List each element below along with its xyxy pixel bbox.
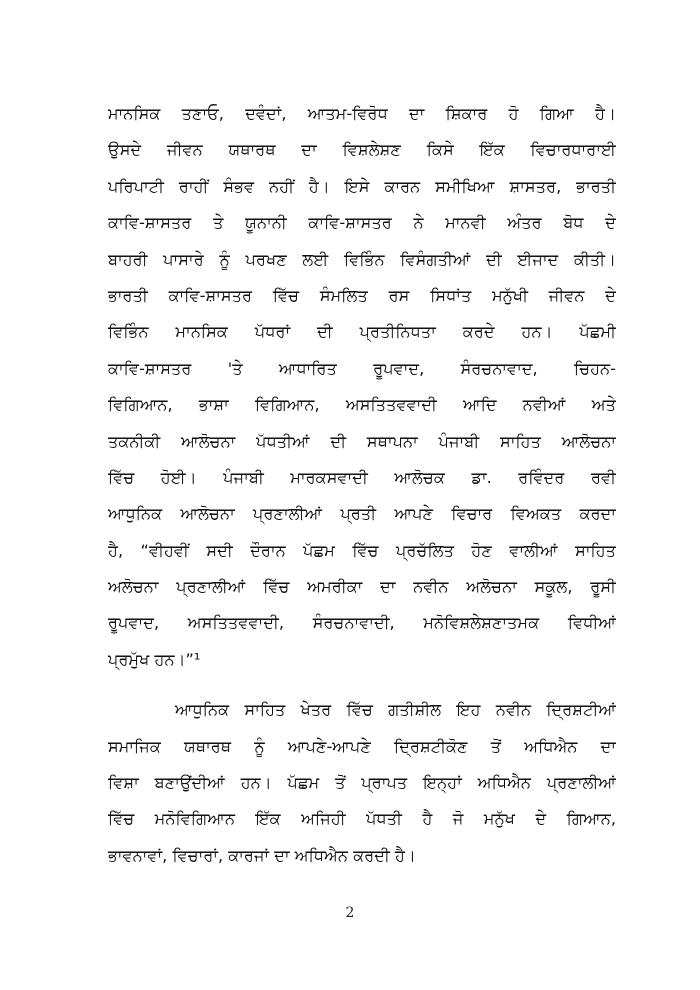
paragraph-line: ਕਾਵਿ-ਸ਼ਾਸਤਰ 'ਤੇ ਆਧਾਰਿਤ ਰੂਪਵਾਦ, ਸੰਰਚਨਾਵਾਦ, ਚਿਹਨ- [108, 358, 616, 378]
paragraph-line: ਆਧੁਨਿਕ ਸਾਹਿਤ ਖੇਤਰ ਵਿੱਚ ਗਤੀਸ਼ੀਲ ਇਹ ਨਵੀਨ ਦ੍ਰਿਸ਼ਟੀਆਂ [175, 700, 616, 720]
paragraph-line: ਕਾਵਿ-ਸ਼ਾਸਤਰ ਤੇ ਯੂਨਾਨੀ ਕਾਵਿ-ਸ਼ਾਸਤਰ ਨੇ ਮਾਨਵੀ ਅੰਤਰ ਬੋਧ ਦੇ [108, 213, 616, 233]
paragraph-line: ਵਿੱਚ ਮਨੋਵਿਗਿਆਨ ਇੱਕ ਅਜਿਹੀ ਪੱਧਤੀ ਹੈ ਜੋ ਮਨੁੱਖ ਦੇ ਗਿਆਨ, [108, 809, 616, 829]
paragraph-1 [108, 96, 616, 678]
paragraph-line: ਵਿਭਿੰਨ ਮਾਨਸਿਕ ਪੱਧਰਾਂ ਦੀ ਪ੍ਰਤੀਨਿਧਤਾ ਕਰਦੇ ਹਨ। ਪੱਛਮੀ [108, 322, 616, 342]
paragraph-line: ਬਾਹਰੀ ਪਾਸਾਰੇ ਨੂੰ ਪਰਖਣ ਲਈ ਵਿਭਿੰਨ ਵਿਸੰਗਤੀਆਂ ਦੀ ਈਜਾਦ ਕੀਤੀ। [108, 249, 616, 269]
paragraph-line: ਹੈ, “ਵੀਹਵੀਂ ਸਦੀ ਦੌਰਾਨ ਪੱਛਮ ਵਿੱਚ ਪ੍ਰਚੱਲਿਤ ਹੋਣ ਵਾਲੀਆਂ ਸਾਹਿਤ [108, 540, 616, 560]
paragraph-line: ਆਧੁਨਿਕ ਆਲੋਚਨਾ ਪ੍ਰਣਾਲੀਆਂ ਪ੍ਰਤੀ ਆਪਣੇ ਵਿਚਾਰ ਵਿਅਕਤ ਕਰਦਾ [108, 504, 616, 524]
paragraph-line: ਉਸਦੇ ਜੀਵਨ ਯਥਾਰਥ ਦਾ ਵਿਸ਼ਲੇਸ਼ਣ ਕਿਸੇ ਇੱਕ ਵਿਚਾਰਧਾਰਾਈ [108, 140, 616, 160]
body-text [108, 96, 616, 874]
paragraph-line: ਵਿਸ਼ਾ ਬਣਾਉਂਦੀਆਂ ਹਨ। ਪੱਛਮ ਤੋਂ ਪ੍ਰਾਪਤ ਇਨ੍ਹਾਂ ਅਧਿਐਨ ਪ੍ਰਣਾਲੀਆਂ [108, 773, 616, 793]
paragraph-line: ਪ੍ਰਮੁੱਖ ਹਨ।”¹ [108, 649, 201, 669]
paragraph-line: ਰੂਪਵਾਦ, ਅਸਤਿਤਵਵਾਦੀ, ਸੰਰਚਨਾਵਾਦੀ, ਮਨੋਵਿਸ਼ਲੇਸ਼ਣਾਤਮਕ ਵਿਧੀਆਂ [108, 613, 616, 633]
paragraph-line: ਵਿਗਿਆਨ, ਭਾਸ਼ਾ ਵਿਗਿਆਨ, ਅਸਤਿਤਵਵਾਦੀ ਆਦਿ ਨਵੀਆਂ ਅਤੇ [108, 395, 616, 415]
paragraph-spacer [108, 678, 616, 692]
paragraph-line: ਅਲੋਚਨਾ ਪ੍ਰਣਾਲੀਆਂ ਵਿੱਚ ਅਮਰੀਕਾ ਦਾ ਨਵੀਨ ਅਲੋਚਨਾ ਸਕੂਲ, ਰੂਸੀ [108, 577, 616, 597]
paragraph-line: ਮਾਨਸਿਕ ਤਣਾਓ, ਦਵੰਦਾਂ, ਆਤਮ-ਵਿਰੋਧ ਦਾ ਸ਼ਿਕਾਰ ਹੋ ਗਿਆ ਹੈ। [108, 104, 616, 123]
paragraph-line: ਭਾਰਤੀ ਕਾਵਿ-ਸ਼ਾਸਤਰ ਵਿੱਚ ਸੰਮਲਿਤ ਰਸ ਸਿਧਾਂਤ ਮਨੁੱਖੀ ਜੀਵਨ ਦੇ [108, 285, 616, 305]
paragraph-2 [108, 692, 616, 874]
paragraph-line: ਵਿੱਚ ਹੋਈ। ਪੰਜਾਬੀ ਮਾਰਕਸਵਾਦੀ ਆਲੋਚਕ ਡਾ. ਰਵਿੰਦਰ ਰਵੀ [108, 467, 616, 487]
paragraph-line: ਤਕਨੀਕੀ ਆਲੋਚਨਾ ਪੱਧਤੀਆਂ ਦੀ ਸਥਾਪਨਾ ਪੰਜਾਬੀ ਸਾਹਿਤ ਆਲੋਚਨਾ [108, 431, 616, 451]
page-number: 2 [345, 905, 355, 921]
paragraph-line: ਸਮਾਜਿਕ ਯਥਾਰਥ ਨੂੰ ਆਪਣੇ-ਆਪਣੇ ਦ੍ਰਿਸ਼ਟੀਕੋਣ ਤੋਂ ਅਧਿਐਨ ਦਾ [108, 736, 616, 756]
paragraph-line: ਪਰਿਪਾਟੀ ਰਾਹੀਂ ਸੰਭਵ ਨਹੀਂ ਹੈ। ਇਸੇ ਕਾਰਨ ਸਮੀਖਿਆ ਸ਼ਾਸਤਰ, ਭਾਰਤੀ [108, 176, 616, 196]
paragraph-line: ਭਾਵਨਾਵਾਂ, ਵਿਚਾਰਾਂ, ਕਾਰਜਾਂ ਦਾ ਅਧਿਐਨ ਕਰਦੀ ਹੈ। [108, 845, 416, 865]
